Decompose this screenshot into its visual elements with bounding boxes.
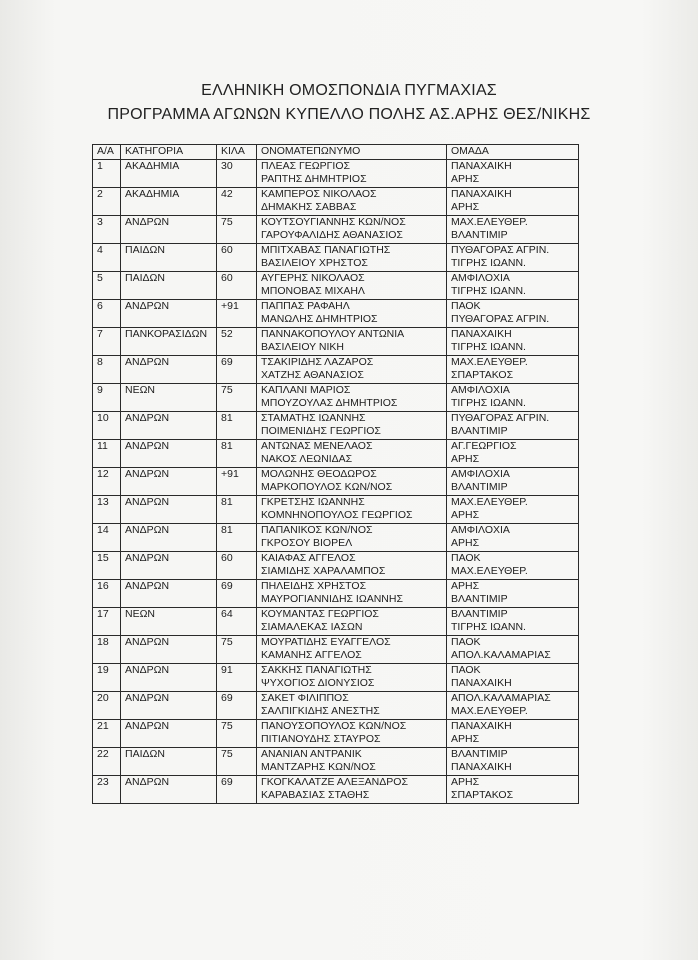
- row-category: ΑΝΔΡΩΝ: [121, 467, 217, 495]
- boxer-name-1: ΣΑΚΕΤ ΦΙΛΙΠΠΟΣ: [261, 691, 349, 704]
- row-number: 21: [93, 719, 121, 747]
- boxer-name-2: ΚΟΜΝΗΝΟΠΟΥΛΟΣ ΓΕΩΡΓΙΟΣ: [261, 509, 413, 521]
- row-boxers: [257, 607, 447, 635]
- table-row: [93, 271, 579, 299]
- boxer-name-1: ΠΗΛΕΙΔΗΣ ΧΡΗΣΤΟΣ: [261, 579, 367, 592]
- boxer-name-2: ΒΑΣΙΛΕΙΟΥ ΧΡΗΣΤΟΣ: [261, 257, 368, 269]
- team-name-2: ΑΡΗΣ: [451, 537, 480, 549]
- row-weight: 69: [217, 579, 257, 607]
- row-teams: [447, 271, 579, 299]
- boxer-name-2: ΠΟΙΜΕΝΙΔΗΣ ΓΕΩΡΓΙΟΣ: [261, 425, 381, 437]
- team-name-1: ΠΑΝΑΧΑΙΚΗ: [451, 159, 512, 172]
- row-boxers: [257, 411, 447, 439]
- table-row: [93, 243, 579, 271]
- row-boxers: [257, 747, 447, 775]
- row-weight: 64: [217, 607, 257, 635]
- table-row: [93, 355, 579, 383]
- table-header-row: [93, 145, 579, 160]
- row-category: ΑΝΔΡΩΝ: [121, 579, 217, 607]
- row-boxers: [257, 159, 447, 187]
- team-name-2: ΠΑΝΑΧΑΙΚΗ: [451, 761, 512, 773]
- row-number: 8: [93, 355, 121, 383]
- table-row: [93, 663, 579, 691]
- header-full-name: ΟΝΟΜΑΤΕΠΩΝΥΜΟ: [257, 145, 447, 160]
- boxer-name-2: ΓΚΡΟΣΟΥ ΒΙΟΡΕΛ: [261, 537, 353, 549]
- row-category: ΑΝΔΡΩΝ: [121, 663, 217, 691]
- row-teams: [447, 691, 579, 719]
- row-teams: [447, 299, 579, 327]
- row-boxers: [257, 383, 447, 411]
- team-name-1: ΑΜΦΙΛΟΧΙΑ: [451, 383, 510, 396]
- boxer-name-1: ΚΑΙΑΦΑΣ ΑΓΓΕΛΟΣ: [261, 551, 356, 564]
- team-name-1: ΑΓ.ΓΕΩΡΓΙΟΣ: [451, 439, 517, 452]
- boxer-name-2: ΧΑΤΖΗΣ ΑΘΑΝΑΣΙΟΣ: [261, 369, 364, 381]
- team-name-1: ΜΑΧ.ΕΛΕΥΘΕΡ.: [451, 215, 528, 228]
- table-row: [93, 607, 579, 635]
- team-name-2: ΑΠΟΛ.ΚΑΛΑΜΑΡΙΑΣ: [451, 649, 551, 661]
- row-teams: [447, 551, 579, 579]
- boxer-name-2: ΣΑΛΠΙΓΚΙΔΗΣ ΑΝΕΣΤΗΣ: [261, 705, 380, 717]
- row-boxers: [257, 719, 447, 747]
- boxer-name-1: ΜΟΛΩΝΗΣ ΘΕΟΔΩΡΟΣ: [261, 467, 377, 480]
- row-category: ΑΝΔΡΩΝ: [121, 775, 217, 803]
- row-weight: 81: [217, 495, 257, 523]
- table-row: [93, 495, 579, 523]
- boxer-name-2: ΚΑΜΑΝΗΣ ΑΓΓΕΛΟΣ: [261, 649, 362, 661]
- row-number: 20: [93, 691, 121, 719]
- row-number: 4: [93, 243, 121, 271]
- team-name-1: ΠΑΟΚ: [451, 663, 481, 676]
- team-name-2: ΑΡΗΣ: [451, 453, 480, 465]
- row-category: ΑΝΔΡΩΝ: [121, 355, 217, 383]
- row-number: 16: [93, 579, 121, 607]
- bouts-table: [92, 144, 579, 804]
- table-row: [93, 215, 579, 243]
- table-row: [93, 327, 579, 355]
- header-weight: ΚΙΛΑ: [217, 145, 257, 160]
- row-number: 18: [93, 635, 121, 663]
- boxer-name-1: ΜΠΙΤΧΑΒΑΣ ΠΑΝΑΓΙΩΤΗΣ: [261, 243, 391, 256]
- boxer-name-2: ΡΑΠΤΗΣ ΔΗΜΗΤΡΙΟΣ: [261, 173, 367, 185]
- boxer-name-2: ΔΗΜΑΚΗΣ ΣΑΒΒΑΣ: [261, 201, 357, 213]
- boxer-name-2: ΜΑΝΤΖΑΡΗΣ ΚΩΝ/ΝΟΣ: [261, 761, 376, 773]
- boxer-name-1: ΑΝΑΝΙΑΝ ΑΝΤΡΑΝΙΚ: [261, 747, 362, 760]
- row-teams: [447, 719, 579, 747]
- header-team: ΟΜΑΔΑ: [447, 145, 579, 160]
- row-weight: 81: [217, 411, 257, 439]
- row-category: ΠΑΝΚΟΡΑΣΙΔΩΝ: [121, 327, 217, 355]
- row-boxers: [257, 299, 447, 327]
- boxer-name-1: ΑΥΓΕΡΗΣ ΝΙΚΟΛΑΟΣ: [261, 271, 365, 284]
- row-boxers: [257, 579, 447, 607]
- row-teams: [447, 635, 579, 663]
- table-row: [93, 299, 579, 327]
- row-teams: [447, 467, 579, 495]
- boxer-name-2: ΚΑΡΑΒΑΣΙΑΣ ΣΤΑΘΗΣ: [261, 789, 370, 801]
- boxer-name-1: ΜΟΥΡΑΤΙΔΗΣ ΕΥΑΓΓΕΛΟΣ: [261, 635, 391, 648]
- row-teams: [447, 159, 579, 187]
- row-weight: 42: [217, 187, 257, 215]
- row-number: 11: [93, 439, 121, 467]
- boxer-name-2: ΜΑΝΩΛΗΣ ΔΗΜΗΤΡΙΟΣ: [261, 313, 378, 325]
- row-category: ΑΝΔΡΩΝ: [121, 299, 217, 327]
- boxer-name-2: ΜΑΡΚΟΠΟΥΛΟΣ ΚΩΝ/ΝΟΣ: [261, 481, 393, 493]
- table-row: [93, 439, 579, 467]
- row-boxers: [257, 215, 447, 243]
- row-teams: [447, 187, 579, 215]
- team-name-1: ΑΜΦΙΛΟΧΙΑ: [451, 271, 510, 284]
- boxer-name-1: ΣΤΑΜΑΤΗΣ ΙΩΑΝΝΗΣ: [261, 411, 366, 424]
- row-category: ΑΝΔΡΩΝ: [121, 439, 217, 467]
- row-boxers: [257, 243, 447, 271]
- program-title: ΠΡΟΓΡΑΜΜΑ ΑΓΩΝΩΝ ΚΥΠΕΛΛΟ ΠΟΛΗΣ ΑΣ.ΑΡΗΣ ΘΕΣ/ΝΙΚΗΣ: [107, 106, 591, 123]
- row-weight: 60: [217, 243, 257, 271]
- row-teams: [447, 775, 579, 803]
- team-name-2: ΠΑΝΑΧΑΙΚΗ: [451, 677, 512, 689]
- row-boxers: [257, 635, 447, 663]
- team-name-1: ΑΡΗΣ: [451, 775, 480, 788]
- team-name-2: ΒΛΑΝΤΙΜΙΡ: [451, 481, 508, 493]
- row-number: 9: [93, 383, 121, 411]
- row-category: ΑΚΑΔΗΜΙΑ: [121, 187, 217, 215]
- row-boxers: [257, 663, 447, 691]
- team-name-1: ΠΑΝΑΧΑΙΚΗ: [451, 719, 512, 732]
- row-number: 12: [93, 467, 121, 495]
- row-boxers: [257, 691, 447, 719]
- team-name-2: ΒΛΑΝΤΙΜΙΡ: [451, 425, 508, 437]
- boxer-name-1: ΠΛΕΑΣ ΓΕΩΡΓΙΟΣ: [261, 159, 351, 172]
- row-boxers: [257, 551, 447, 579]
- row-weight: 69: [217, 691, 257, 719]
- row-weight: 75: [217, 719, 257, 747]
- boxer-name-2: ΠΙΤΙΑΝΟΥΔΗΣ ΣΤΑΥΡΟΣ: [261, 733, 381, 745]
- row-category: ΠΑΙΔΩΝ: [121, 271, 217, 299]
- team-name-2: ΠΥΘΑΓΟΡΑΣ ΑΓΡΙΝ.: [451, 313, 550, 325]
- row-teams: [447, 439, 579, 467]
- row-number: 15: [93, 551, 121, 579]
- team-name-2: ΑΡΗΣ: [451, 509, 480, 521]
- team-name-1: ΠΑΟΚ: [451, 299, 481, 312]
- row-number: 22: [93, 747, 121, 775]
- row-teams: [447, 411, 579, 439]
- table-row: [93, 747, 579, 775]
- row-number: 23: [93, 775, 121, 803]
- boxer-name-1: ΣΑΚΚΗΣ ΠΑΝΑΓΙΩΤΗΣ: [261, 663, 372, 676]
- team-name-1: ΑΜΦΙΛΟΧΙΑ: [451, 467, 510, 480]
- row-teams: [447, 579, 579, 607]
- row-number: 3: [93, 215, 121, 243]
- row-number: 10: [93, 411, 121, 439]
- team-name-2: ΒΛΑΝΤΙΜΙΡ: [451, 229, 508, 241]
- team-name-2: ΜΑΧ.ΕΛΕΥΘΕΡ.: [451, 705, 528, 717]
- table-row: [93, 467, 579, 495]
- boxer-name-1: ΚΟΥΜΑΝΤΑΣ ΓΕΩΡΓΙΟΣ: [261, 607, 379, 620]
- row-category: ΑΝΔΡΩΝ: [121, 635, 217, 663]
- row-number: 2: [93, 187, 121, 215]
- team-name-2: ΑΡΗΣ: [451, 733, 480, 745]
- team-name-1: ΠΑΝΑΧΑΙΚΗ: [451, 327, 512, 340]
- table-row: [93, 551, 579, 579]
- row-category: ΑΝΔΡΩΝ: [121, 215, 217, 243]
- row-number: 17: [93, 607, 121, 635]
- team-name-1: ΑΡΗΣ: [451, 579, 480, 592]
- row-teams: [447, 327, 579, 355]
- team-name-2: ΑΡΗΣ: [451, 201, 480, 213]
- row-boxers: [257, 187, 447, 215]
- team-name-1: ΠΑΝΑΧΑΙΚΗ: [451, 187, 512, 200]
- boxer-name-2: ΨΥΧΟΓΙΟΣ ΔΙΟΝΥΣΙΟΣ: [261, 677, 375, 689]
- row-category: ΠΑΙΔΩΝ: [121, 243, 217, 271]
- team-name-2: ΤΙΓΡΗΣ ΙΩΑΝΝ.: [451, 621, 526, 633]
- row-teams: [447, 607, 579, 635]
- row-category: ΑΝΔΡΩΝ: [121, 719, 217, 747]
- row-weight: 75: [217, 635, 257, 663]
- row-boxers: [257, 327, 447, 355]
- table-row: [93, 635, 579, 663]
- row-weight: 30: [217, 159, 257, 187]
- row-category: ΠΑΙΔΩΝ: [121, 747, 217, 775]
- team-name-2: ΣΠΑΡΤΑΚΟΣ: [451, 369, 514, 381]
- row-weight: 75: [217, 383, 257, 411]
- boxer-name-2: ΜΠΟΥΖΟΥΛΑΣ ΔΗΜΗΤΡΙΟΣ: [261, 397, 398, 409]
- boxer-name-1: ΠΑΝΟΥΣΟΠΟΥΛΟΣ ΚΩΝ/ΝΟΣ: [261, 719, 407, 732]
- row-category: ΑΝΔΡΩΝ: [121, 411, 217, 439]
- row-boxers: [257, 271, 447, 299]
- row-boxers: [257, 467, 447, 495]
- boxer-name-1: ΓΚΟΓΚΑΛΑΤΖΕ ΑΛΕΞΑΝΔΡΟΣ: [261, 775, 408, 788]
- row-category: ΑΝΔΡΩΝ: [121, 523, 217, 551]
- row-weight: 52: [217, 327, 257, 355]
- row-number: 6: [93, 299, 121, 327]
- table-row: [93, 691, 579, 719]
- boxer-name-2: ΣΙΑΜΑΛΕΚΑΣ ΙΑΣΩΝ: [261, 621, 363, 633]
- team-name-1: ΒΛΑΝΤΙΜΙΡ: [451, 607, 508, 620]
- table-row: [93, 187, 579, 215]
- boxer-name-2: ΒΑΣΙΛΕΙΟΥ ΝΙΚΗ: [261, 341, 344, 353]
- table-row: [93, 523, 579, 551]
- team-name-1: ΑΠΟΛ.ΚΑΛΑΜΑΡΙΑΣ: [451, 691, 551, 704]
- row-weight: +91: [217, 299, 257, 327]
- team-name-1: ΠΑΟΚ: [451, 635, 481, 648]
- boxer-name-2: ΝΑΚΟΣ ΛΕΩΝΙΔΑΣ: [261, 453, 353, 465]
- row-boxers: [257, 523, 447, 551]
- row-category: ΑΝΔΡΩΝ: [121, 551, 217, 579]
- row-teams: [447, 355, 579, 383]
- row-boxers: [257, 355, 447, 383]
- row-teams: [447, 663, 579, 691]
- row-weight: 60: [217, 551, 257, 579]
- row-weight: 81: [217, 523, 257, 551]
- row-weight: 69: [217, 355, 257, 383]
- table-row: [93, 383, 579, 411]
- row-boxers: [257, 775, 447, 803]
- boxer-name-1: ΑΝΤΩΝΑΣ ΜΕΝΕΛΑΟΣ: [261, 439, 373, 452]
- team-name-1: ΠΥΘΑΓΟΡΑΣ ΑΓΡΙΝ.: [451, 411, 550, 424]
- team-name-2: ΤΙΓΡΗΣ ΙΩΑΝΝ.: [451, 397, 526, 409]
- row-weight: 81: [217, 439, 257, 467]
- boxer-name-1: ΠΑΠΑΝΙΚΟΣ ΚΩΝ/ΝΟΣ: [261, 523, 373, 536]
- boxer-name-2: ΓΑΡΟΥΦΑΛΙΔΗΣ ΑΘΑΝΑΣΙΟΣ: [261, 229, 403, 241]
- team-name-1: ΒΛΑΝΤΙΜΙΡ: [451, 747, 508, 760]
- row-boxers: [257, 439, 447, 467]
- boxer-name-1: ΠΑΝΝΑΚΟΠΟΥΛΟΥ ΑΝΤΩΝΙΑ: [261, 327, 405, 340]
- row-boxers: [257, 495, 447, 523]
- boxer-name-2: ΜΑΥΡΟΓΙΑΝΝΙΔΗΣ ΙΩΑΝΝΗΣ: [261, 593, 403, 605]
- row-category: ΑΝΔΡΩΝ: [121, 691, 217, 719]
- boxer-name-1: ΚΑΜΠΕΡΟΣ ΝΙΚΟΛΑΟΣ: [261, 187, 377, 200]
- team-name-2: ΣΠΑΡΤΑΚΟΣ: [451, 789, 514, 801]
- row-category: ΝΕΩΝ: [121, 383, 217, 411]
- team-name-1: ΠΥΘΑΓΟΡΑΣ ΑΓΡΙΝ.: [451, 243, 550, 256]
- table-row: [93, 719, 579, 747]
- team-name-2: ΑΡΗΣ: [451, 173, 480, 185]
- row-teams: [447, 383, 579, 411]
- row-number: 19: [93, 663, 121, 691]
- header-number: Α/Α: [93, 145, 121, 160]
- team-name-1: ΑΜΦΙΛΟΧΙΑ: [451, 523, 510, 536]
- table-row: [93, 579, 579, 607]
- team-name-1: ΜΑΧ.ΕΛΕΥΘΕΡ.: [451, 355, 528, 368]
- team-name-1: ΜΑΧ.ΕΛΕΥΘΕΡ.: [451, 495, 528, 508]
- boxer-name-1: ΚΟΥΤΣΟΥΓΙΑΝΝΗΣ ΚΩΝ/ΝΟΣ: [261, 215, 406, 228]
- table-row: [93, 411, 579, 439]
- team-name-2: ΒΛΑΝΤΙΜΙΡ: [451, 593, 508, 605]
- team-name-2: ΜΑΧ.ΕΛΕΥΘΕΡ.: [451, 565, 528, 577]
- team-name-1: ΠΑΟΚ: [451, 551, 481, 564]
- row-teams: [447, 523, 579, 551]
- row-teams: [447, 747, 579, 775]
- row-category: ΑΚΑΔΗΜΙΑ: [121, 159, 217, 187]
- row-weight: +91: [217, 467, 257, 495]
- row-number: 5: [93, 271, 121, 299]
- boxer-name-2: ΜΠΟΝΟΒΑΣ ΜΙΧΑΗΛ: [261, 285, 365, 297]
- team-name-2: ΤΙΓΡΗΣ ΙΩΑΝΝ.: [451, 285, 526, 297]
- row-weight: 60: [217, 271, 257, 299]
- row-weight: 75: [217, 747, 257, 775]
- federation-title: ΕΛΛΗΝΙΚΗ ΟΜΟΣΠΟΝΔΙΑ ΠΥΓΜΑΧΙΑΣ: [201, 82, 497, 99]
- row-weight: 75: [217, 215, 257, 243]
- row-teams: [447, 495, 579, 523]
- boxer-name-1: ΠΑΠΠΑΣ ΡΑΦΑΗΛ: [261, 299, 350, 312]
- boxer-name-1: ΚΑΠΛΑΝΙ ΜΑΡΙΟΣ: [261, 383, 351, 396]
- row-number: 1: [93, 159, 121, 187]
- row-weight: 91: [217, 663, 257, 691]
- row-category: ΝΕΩΝ: [121, 607, 217, 635]
- team-name-2: ΤΙΓΡΗΣ ΙΩΑΝΝ.: [451, 257, 526, 269]
- team-name-2: ΤΙΓΡΗΣ ΙΩΑΝΝ.: [451, 341, 526, 353]
- boxer-name-1: ΤΣΑΚΙΡΙΔΗΣ ΛΑΖΑΡΟΣ: [261, 355, 374, 368]
- row-teams: [447, 215, 579, 243]
- table-row: [93, 775, 579, 803]
- row-number: 7: [93, 327, 121, 355]
- row-weight: 69: [217, 775, 257, 803]
- row-number: 14: [93, 523, 121, 551]
- table-row: [93, 159, 579, 187]
- header-category: ΚΑΤΗΓΟΡΙΑ: [121, 145, 217, 160]
- row-teams: [447, 243, 579, 271]
- row-number: 13: [93, 495, 121, 523]
- row-category: ΑΝΔΡΩΝ: [121, 495, 217, 523]
- boxer-name-1: ΓΚΡΕΤΣΗΣ ΙΩΑΝΝΗΣ: [261, 495, 365, 508]
- boxer-name-2: ΣΙΑΜΙΔΗΣ ΧΑΡΑΛΑΜΠΟΣ: [261, 565, 386, 577]
